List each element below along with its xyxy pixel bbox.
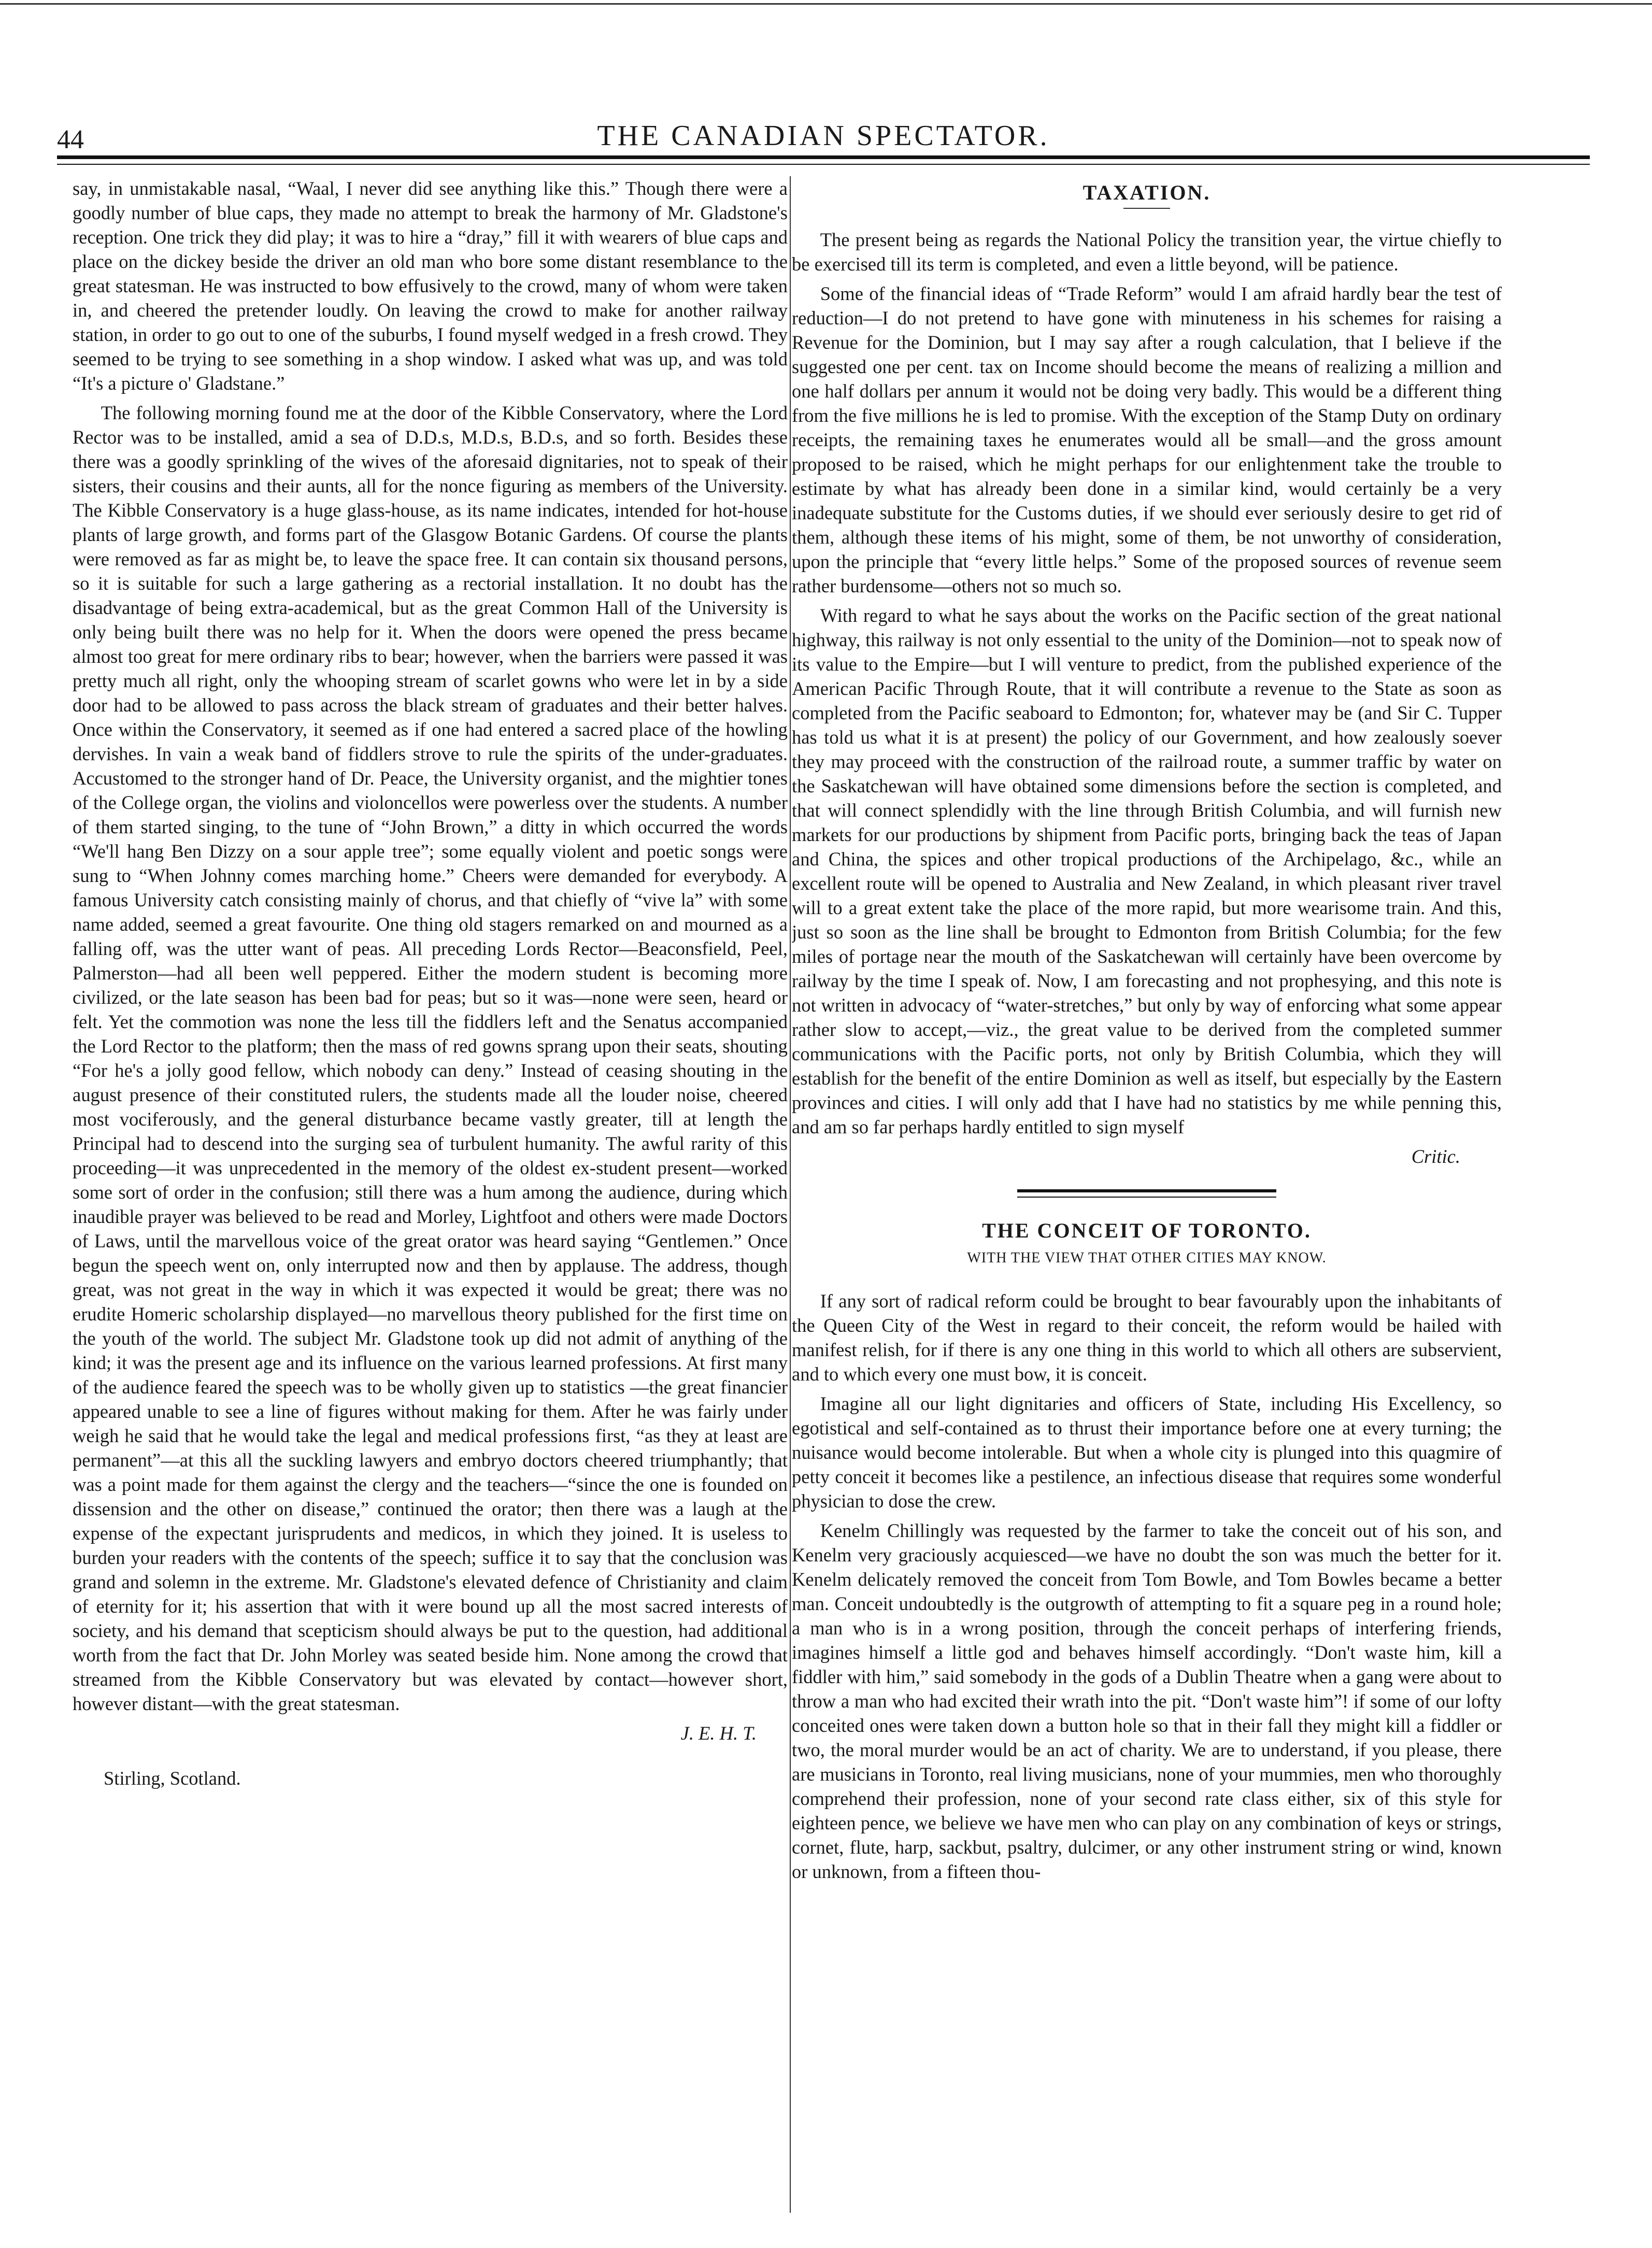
column-divider [790, 176, 791, 2213]
section-title-conceit: THE CONCEIT OF TORONTO. [982, 1219, 1312, 1242]
article-paragraph: With regard to what he says about the works on the Pacific section of the great national highway, this railway is not only essential to the unity of the Dominion—not to speak now of its value to the Empire—but I will venture to predict, from the published experience of the American Pacific Through Route, that it will contribute a revenue to the State as soon as completed from the Pacific seaboard to Edmonton; for, whatever may be (and Sir C. Tupper has told us what it is at present) the policy of our Government, and how zealously soever they may proceed with the construction of the railroad route, a summer traffic by water on the Saskatchewan will have obtained some dimensions before the section is completed, and that will connect splendidly with the line through British Columbia, and will furnish new markets for our productions by shipment from Pacific ports, bringing back the teas of Japan and China, the spices and other tropical productions of the Archipelago, &c., while an excellent route will be opened to Australia and New Zealand, in which pleasant river travel will to a great extent take the place of the more rapid, but more wearisome train. And this, just so soon as the line shall be brought to Edmonton from British Columbia; for the few miles of portage near the mouth of the Saskatchewan will certainly have been overcome by railway by the time I speak of. Now, I am forecasting and not prophesying, and this note is not written in advocacy of “water-stretches,” but only by way of enforcing what some appear rather slow to accept,—viz., the great value to be derived from the completed summer communications with the Pacific ports, not only by British Columbia, which they will establish for the benefit of the entire Dominion as well as itself, but especially by the Eastern provinces and cities. I will only add that I have had no statistics by me while penning this, and am so far perhaps hardly entitled to sign myself [792, 605, 1502, 1137]
article-paragraph: If any sort of radical reform could be brought to bear favourably upon the inhabitants of the Queen City of the West in regard to their conceit, the reform would be hailed with manifest relish, for if there is any one thing in this world to which all others are subservient, and to which every one must bow, it is conceit. [792, 1290, 1502, 1385]
article-paragraph: The present being as regards the National Policy the transition year, the virtue chiefly to be exercised till its term is completed, and even a little beyond, will be patience. [792, 229, 1502, 275]
page-header [57, 119, 1590, 155]
article-paragraph: Imagine all our light dignitaries and officers of State, including His Excellency, so egotistical and self-contained as to thrust their importance before one at every turning; the nuisance would become intolerable. But when a whole city is plunged into this quagmire of petty conceit it becomes like a pestilence, an infectious disease that requires some wonderful physician to dose the crew. [792, 1393, 1502, 1512]
section-title-taxation: TAXATION. [1083, 181, 1211, 204]
article-signature-line [73, 1721, 788, 1745]
top-border-rule [0, 3, 1652, 5]
article-paragraph: Kenelm Chillingly was requested by the farmer to take the conceit out of his son, and Kenelm very graciously acquiesced—we have no doubt the son was much the better for it. Kenelm delicately removed the conceit from Tom Bowle, and Tom Bowles became a better man. Conceit undoubtedly is the outgrowth of attempting to fit a square peg in a round hole; a man who is in a wrong position, through the conceit perhaps of interfering friends, imagines himself a little god and behaves himself accordingly. “Don't waste him, kill a fiddler with him,” said somebody in the gods of a Dublin Theatre when a gang were about to throw a man who had excited their wrath into the pit. “Don't waste him”! if some of our lofty conceited ones were taken down a button hole so that in their fall they might kill a fiddler or two, the moral murder would be an act of charity. We are to understand, if you please, there are musicians in Toronto, real living musicians, none of your mummies, men who thoroughly comprehend their profession, none of your second rate class either, six of this style for eighteen pence, we believe we have men who can play on any combination of keys or strings, cornet, flute, harp, sackbut, psaltry, dulcimer, or any other instrument string or wind, known or unknown, from a fifteen thou- [792, 1520, 1502, 1882]
masthead-title: THE CANADIAN SPECTATOR. [597, 120, 1050, 152]
article-paragraph: The following morning found me at the door of the Kibble Conservatory, where the Lord Rector was to be installed, amid a sea of D.D.s, M.D.s, B.D.s, and so forth. Besides these there was a goodly sprinkling of the wives of the aforesaid dignitaries, not to speak of their sisters, their cousins and their aunts, all for the nonce figuring as members of the University. The Kibble Conservatory is a huge glass-house, as its name indicates, intended for hot-house plants of large growth, and forms part of the Glasgow Botanic Gardens. Of course the plants were removed as far as might be, to leave the space free. It can contain six thousand persons, so it is suitable for such a large gathering as a rectorial installation. It no doubt has the disadvantage of being extra-academical, but as the great Common Hall of the University is only being built there was no help for it. When the doors were opened the press became almost too great for mere ordinary ribs to bear; however, when the barriers were passed it was pretty much all right, only the whooping stream of scarlet gowns who were let in by a side door had to be allowed to pass across the black stream of graduates and their better halves. Once within the Conservatory, it seemed as if one had entered a sacred place of the howling dervishes. In vain a weak band of fiddlers strove to rule the spirits of the under-graduates. Accustomed to the stronger hand of Dr. Peace, the University organist, and the mightier tones of the College organ, the violins and violoncellos were powerless over the students. A number of them started singing, to the tune of “John Brown,” a ditty in which occurred the words “We'll hang Ben Dizzy on a sour apple tree”; some equally violent and poetic songs were sung to “When Johnny comes marching home.” Cheers were demanded for everybody. A famous University catch consisting mainly of chorus, and that chiefly of “vive la” with some name added, seemed a great favourite. One thing old stagers remarked on and mourned as a falling off, was the utter want of peas. All preceding Lords Rector—Beaconsfield, Peel, Palmerston—had all been well peppered. Either the modern student is becoming more civilized, or the late season has been bad for peas; but so it was—none were seen, heard or felt. Yet the commotion was none the less till the fiddlers left and the Senatus accompanied the Lord Rector to the platform; then the mass of red gowns sprang upon their seats, shouting “For he's a jolly good fellow, which nobody can deny.” Instead of ceasing shouting in the august presence of their constituted rulers, the students made all the louder noise, cheered most vociferously, and the general disturbance became vastly greater, till at length the Principal had to descend into the surging sea of turbulent humanity. The awful rarity of this proceeding—it was unprecedented in the memory of the oldest ex-student present—worked some sort of order in the confusion; still there was a hum among the audience, during which inaudible prayer was believed to be read and Morley, Lightfoot and others were made Doctors of Laws, until the marvellous voice of the great orator was heard saying “Gentlemen.” Once begun the speech went on, only interrupted now and then by applause. The address, though great, was not great in the way in which it was expected it would be great; there was no erudite Homeric scholarship displayed—no marvellous theory published for the first time on the youth of the world. The subject Mr. Gladstone took up did not admit of anything of the kind; it was the present age and its influence on the various learned professions. At first many of the audience feared the speech was to be wholly given up to statistics —the great financier appeared unable to see a line of figures without making for them. After he was fairly under weigh he said that he would take the legal and medical professions first, “as they at least are permanent”—at this all the suckling lawyers and embryo doctors cheered triumphantly; that was a point made for them against the clergy and the teachers—“since the one is founded on dissension and the other on disease,” continued the orator; then there was a laugh at the expense of the expectant jurisprudents and medicos, in which they joined. It is useless to burden your readers with the contents of the speech; suffice it to say that the conclusion was grand and solemn in the extreme. Mr. Gladstone's elevated defence of Christianity and claim of eternity for it; his assertion that with it were bound up all the most sacred interests of society, and his demand that scepticism should always be put to the question, had additional worth from the fact that Dr. John Morley was seated beside him. None among the crowd that streamed from the Kibble Conservatory but was elevated by contact—however short, however distant—with the great statesman. [73, 402, 788, 1714]
page-number: 44 [57, 125, 84, 154]
section-divider-thin [1017, 1197, 1276, 1198]
article-signature: J. E. H. T. [680, 1723, 757, 1744]
section-subtitle: WITH THE VIEW THAT OTHER CITIES MAY KNOW. [967, 1250, 1327, 1266]
title-rule [1123, 208, 1170, 209]
left-column [73, 176, 788, 2197]
article-place: Stirling, Scotland. [104, 1768, 241, 1789]
article-paragraph: Some of the financial ideas of “Trade Reform” would I am afraid hardly bear the test of reduction—I do not pretend to have gone with minuteness in his schemes for raising a Revenue for the Dominion, but I may say after a rough calculation, that I believe if the suggested one per cent. tax on Income should become the means of realizing a million and one half dollars per annum it would not be doing very badly. This would be a different thing from the five millions he is led to promise. With the exception of the Stamp Duty on ordinary receipts, the remaining taxes he enumerates would all be small—and the gross amount proposed to be raised, which he might perhaps for our enlightenment take the trouble to estimate by what has already been done in a similar kind, would certainly be a very inadequate substitute for the Customs duties, if we should ever seriously desire to get rid of them, although these items of his might, some of them, be not unworthy of consideration, upon the principle that “every little helps.” Some of the proposed sources of revenue seem rather burdensome—others not so much so. [792, 283, 1502, 596]
right-column [792, 176, 1502, 2213]
critic-signature-line [792, 1144, 1502, 1169]
section-divider-thick [1017, 1189, 1276, 1192]
article-paragraph: say, in unmistakable nasal, “Waal, I never did see anything like this.” Though there were a goodly number of blue caps, they made no attempt to break the harmony of Mr. Gladstone's reception. One trick they did play; it was to hire a “dray,” fill it with wearers of blue caps and place on the dickey beside the driver an old man who bore some distant resemblance to the great statesman. He was instructed to bow effusively to the crowd, many of whom were taken in, and cheered the pretender loudly. On leaving the crowd to make for another railway station, in order to go out to one of the suburbs, I found myself wedged in a fresh crowd. They seemed to be trying to see something in a shop window. I asked what was up, and was told “It's a picture o' Gladstane.” [73, 178, 788, 394]
critic-signature: Critic. [1411, 1146, 1460, 1167]
header-rule-thin [57, 164, 1590, 165]
header-rule-thick [57, 155, 1590, 159]
